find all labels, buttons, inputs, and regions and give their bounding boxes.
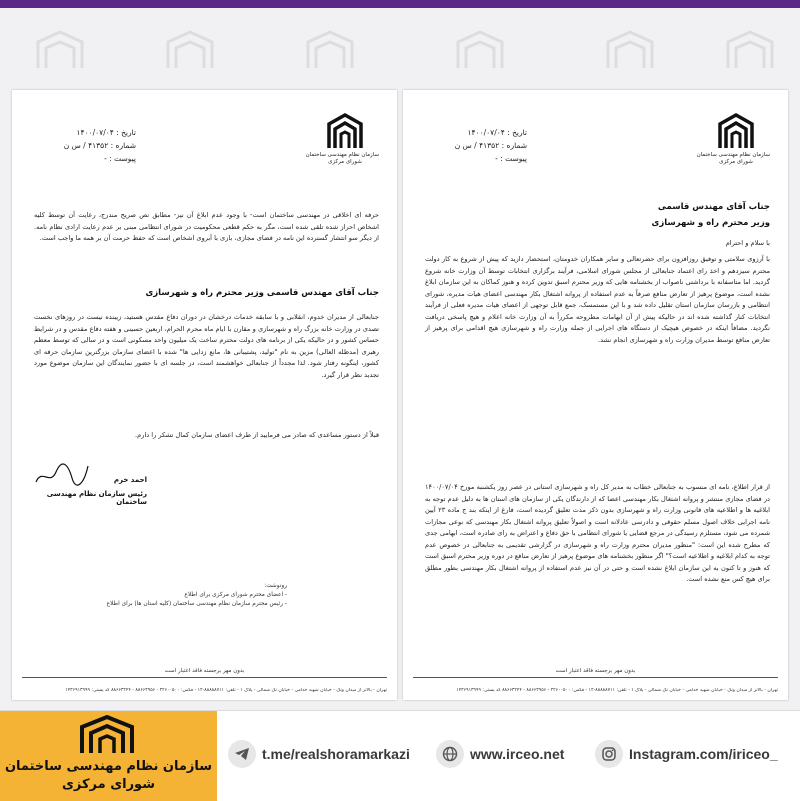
footer-note: بدون مهر برجسته فاقد اعتبار است	[555, 668, 636, 674]
paragraph: قبلاً از دستور مساعدی که صادر می فرمایید از طرف اعضای سازمان کمال تشکر را دارم.	[135, 431, 379, 439]
recipient-heading: جناب آقای مهندس قاسمی	[657, 202, 770, 212]
cc-list	[107, 582, 287, 609]
letter-number: شماره : ۴۱۳۵۲ / س ن	[454, 141, 527, 150]
irceo-logo-icon	[74, 715, 140, 755]
org-name: سازمان نظام مهندسی ساختمان	[305, 152, 379, 158]
greeting: با سلام و احترام	[725, 239, 770, 247]
letterhead-logo	[305, 112, 379, 166]
recipient-heading: جناب آقای مهندس قاسمی وزیر محترم راه و شهرسازی	[145, 288, 379, 298]
footer-address: تهران - بالاتر از میدان ونک - خیابان شهید خدامی - خیابان تک شمالی - پلاک ۱ - تلفن: ۸۸۸۸۸۷۱۱-۱۲ - فکس: ۲۲۶۰۰۵۰۰ - ۸۸۶۶۳۹۵۶ - ۸۸۶۶۳۲۴۴ کد پستی: ۱۴۳۶۹۱۳۹۹۹	[456, 688, 778, 693]
instagram-icon	[595, 740, 623, 768]
recipient-title: وزیر محترم راه و شهرسازی	[651, 218, 770, 228]
watermark-logo-icon	[160, 28, 220, 74]
cc-item: - رئیس محترم سازمان نظام مهندسی ساختمان (کلیه استان ها) برای اطلاع	[106, 601, 287, 607]
banner-org-subname: شورای مرکزی	[61, 777, 155, 792]
letter-date: تاریخ : ۱۴۰۰/۰۷/۰۴	[76, 128, 136, 137]
social-banner	[0, 710, 800, 801]
banner-brand-block	[0, 711, 217, 801]
globe-icon	[436, 740, 464, 768]
website-link[interactable]	[436, 739, 564, 769]
letter-attachment: پیوست : -	[104, 154, 136, 163]
paragraph: با آرزوی سلامتی و توفیق روزافزون برای حضرتعالی و سایر همکاران خدومتان، استحضار دارید که پیش از شروع به کار دولت محترم سیزدهم و اخذ رای اعتماد جنابعالی از مجلس شورای اسلامی، فرآیند برگزاری انتخابات توسط آن وزارت خانه شروع گردید. اما متاسفانه با برداشتی ناصواب از بخشنامه هایی که وزیر محترم اسبق تدوین کرده و هنوز کماکان به این سازمان ابلاغ نشده است، موضوع پرهیز از تعارض منافع صرفاً به عدم استفاده از پروانه اشتغال بکار مهندسی اعضای هیات مدیره، شورای انتظامی و بازرسان سازمان استان تقلیل داده شد و با این مستمسک، جمع قابل توجهی از اعضای هیات مدیره فعلی از فرآیند انتخابات کنار گذاشته شده اند در حالیکه پیش از آن ابهامات مطروحه مکرراً به آن وزارت خانه اعلام و هیچ پاسخی دریافت نگردید. مضافاً اینکه در خصوص هیچیک از دستگاه های اجرایی از جمله وزارت راه و شهرسازی هیچ اقدامی برای پرهیز از تعارض منافع توسط مدیران وزارت راه و شهرسازی انجام نشد.	[425, 255, 770, 344]
signature-icon	[32, 460, 92, 490]
letter-date: تاریخ : ۱۴۰۰/۰۷/۰۴	[467, 128, 527, 137]
top-accent-bar	[0, 0, 800, 8]
signer-name: احمد خرم	[113, 476, 147, 484]
cc-label: رونوشت:	[264, 583, 287, 589]
footer-divider	[22, 677, 387, 678]
watermark-logo-icon	[600, 28, 660, 74]
watermark-logo-icon	[450, 28, 510, 74]
letter-page-first	[403, 90, 788, 700]
instagram-link[interactable]	[595, 739, 778, 769]
cc-item: - اعضای محترم شورای مرکزی برای اطلاع	[184, 592, 287, 598]
letter-meta	[417, 126, 527, 165]
website-url: www.irceo.net	[470, 746, 565, 762]
watermark-logo-icon	[300, 28, 360, 74]
paragraph: از قرار اطلاع، نامه ای منسوب به جنابعالی خطاب به مدیر کل راه و شهرسازی استانی در عصر روز یکشنبه مورخ ۱۴۰۰/۰۷/۰۴ در فضای مجازی منتشر و پروانه اشتغال بکار مهندسی اعضا که از دارندگان یکی از سازمان های استان ها به دلیل عدم توجه به ابلاغیه ها و اطلاعیه های قانونی وزارت راه و شهرسازی بدون ذکر مدت تعلیق گردیده است، فارغ از اینکه بند ج ماده ۲۳ آیین نامه اجرایی خلاف اصول مسلم حقوقی و دادرسی عادلانه است و اصولاً تعلیق پروانه اشتغال بکار مهندسی که نوعی مجازات شمرده می شود، مستلزم رسیدگی در مرجع قضایی یا شورای انتظامی با حق دفاع و اعتراض به رای صادره است، ابهامی جدی که مطرح شده این است: "منظور مدیران محترم وزارت راه و شهرسازی در گزارشی تقدیمی به جنابعالی در خصوص عدم توجه به کدام ابلاغیه و اطلاعیه است؟" اگر منظور بخشنامه های موضوع پرهیز از تعارض منافع در دوره وزیر محترم اسبق است که هنوز و تا کنون به این سازمان ابلاغ نشده است و حتی در آن نیز عدم استفاده از پروانه اشتغال بکار مهندسی بطور مطلق برای هیچ کس منع نشده است.	[425, 483, 770, 583]
telegram-handle: t.me/realshoramarkazi	[262, 746, 410, 762]
letterhead-logo	[696, 112, 770, 166]
signer-title: رئیس سازمان نظام مهندسی ساختمان	[46, 490, 147, 506]
watermark-logo-icon	[720, 28, 780, 74]
org-subname: شورای مرکزی	[328, 159, 362, 165]
letter-attachment: پیوست : -	[495, 154, 527, 163]
irceo-logo-icon	[323, 112, 367, 152]
org-name: سازمان نظام مهندسی ساختمان	[696, 152, 770, 158]
letter-meta	[26, 126, 136, 165]
footer-note: بدون مهر برجسته فاقد اعتبار است	[164, 668, 245, 674]
paragraph: جنابعالی از مدیران خدوم، انقلابی و با سابقه خدمات درخشان در دوران دفاع مقدس هستید، زیبنده نیست در روزهای نخست تصدی در وزارت خانه بزرگ راه و شهرسازی و مقارن با ایام ماه محرم الحرام، اربعین حسینی و هفته دفاع مقدس و در شرایط حساس کشور و در حالیکه یکی از برنامه های دولت محترم ساخت یک میلیون واحد مسکونی است و در سالی که توسط معظم رهبری (مدظله العالی) مزین به نام "تولید، پشتیبانی ها، مانع زدایی ها" شده با اعضای سازمان بزرگترین سازمان حرفه ای کشور، اینگونه رفتار شود. لذا مجدداً از جنابعالی خواهشمند است، در جلسه ای با حضور نمایندگان این سازمان موضوع مورد تجدید نظر قرار گیرد.	[34, 313, 379, 379]
watermark-logo-icon	[30, 28, 90, 74]
instagram-url: Instagram.com/iriceo_	[629, 746, 778, 762]
footer-divider	[413, 677, 778, 678]
telegram-link[interactable]	[228, 739, 410, 769]
irceo-logo-icon	[714, 112, 758, 152]
footer-address: تهران - بالاتر از میدان ونک - خیابان شهید خدامی - خیابان تک شمالی - پلاک ۱ - تلفن: ۸۸۸۸۸۷۱۱-۱۲ - فکس: ۲۲۶۰۰۵۰۰ - ۸۸۶۶۳۹۵۶ - ۸۸۶۶۳۲۴۴ کد پستی: ۱۴۳۶۹۱۳۹۹۹	[65, 688, 387, 693]
letter-page-second	[12, 90, 397, 700]
telegram-icon	[228, 740, 256, 768]
org-subname: شورای مرکزی	[719, 159, 753, 165]
banner-org-name: سازمان نظام مهندسی ساختمان	[4, 759, 213, 774]
paragraph: حرفه ای اخلاقی در مهندسی ساختمان است- با وجود عدم ابلاغ آن نیز- مطابق نص صریح مندرج، رعایت آن توسط کلیه اشخاص احراز شده تلقی شده است، مگر به حکم قطعی محکومیت در شورای انتظامی مبنی بر عدم رعایت ارادی نظام نامه. از دیگر سو انتشار گسترده این نامه در فضای مجازی، بازی با آبروی اشخاص است که حفظ حرمت آن بر همه ما واجب است.	[34, 211, 379, 242]
letter-number: شماره : ۴۱۳۵۲ / س ن	[63, 141, 136, 150]
